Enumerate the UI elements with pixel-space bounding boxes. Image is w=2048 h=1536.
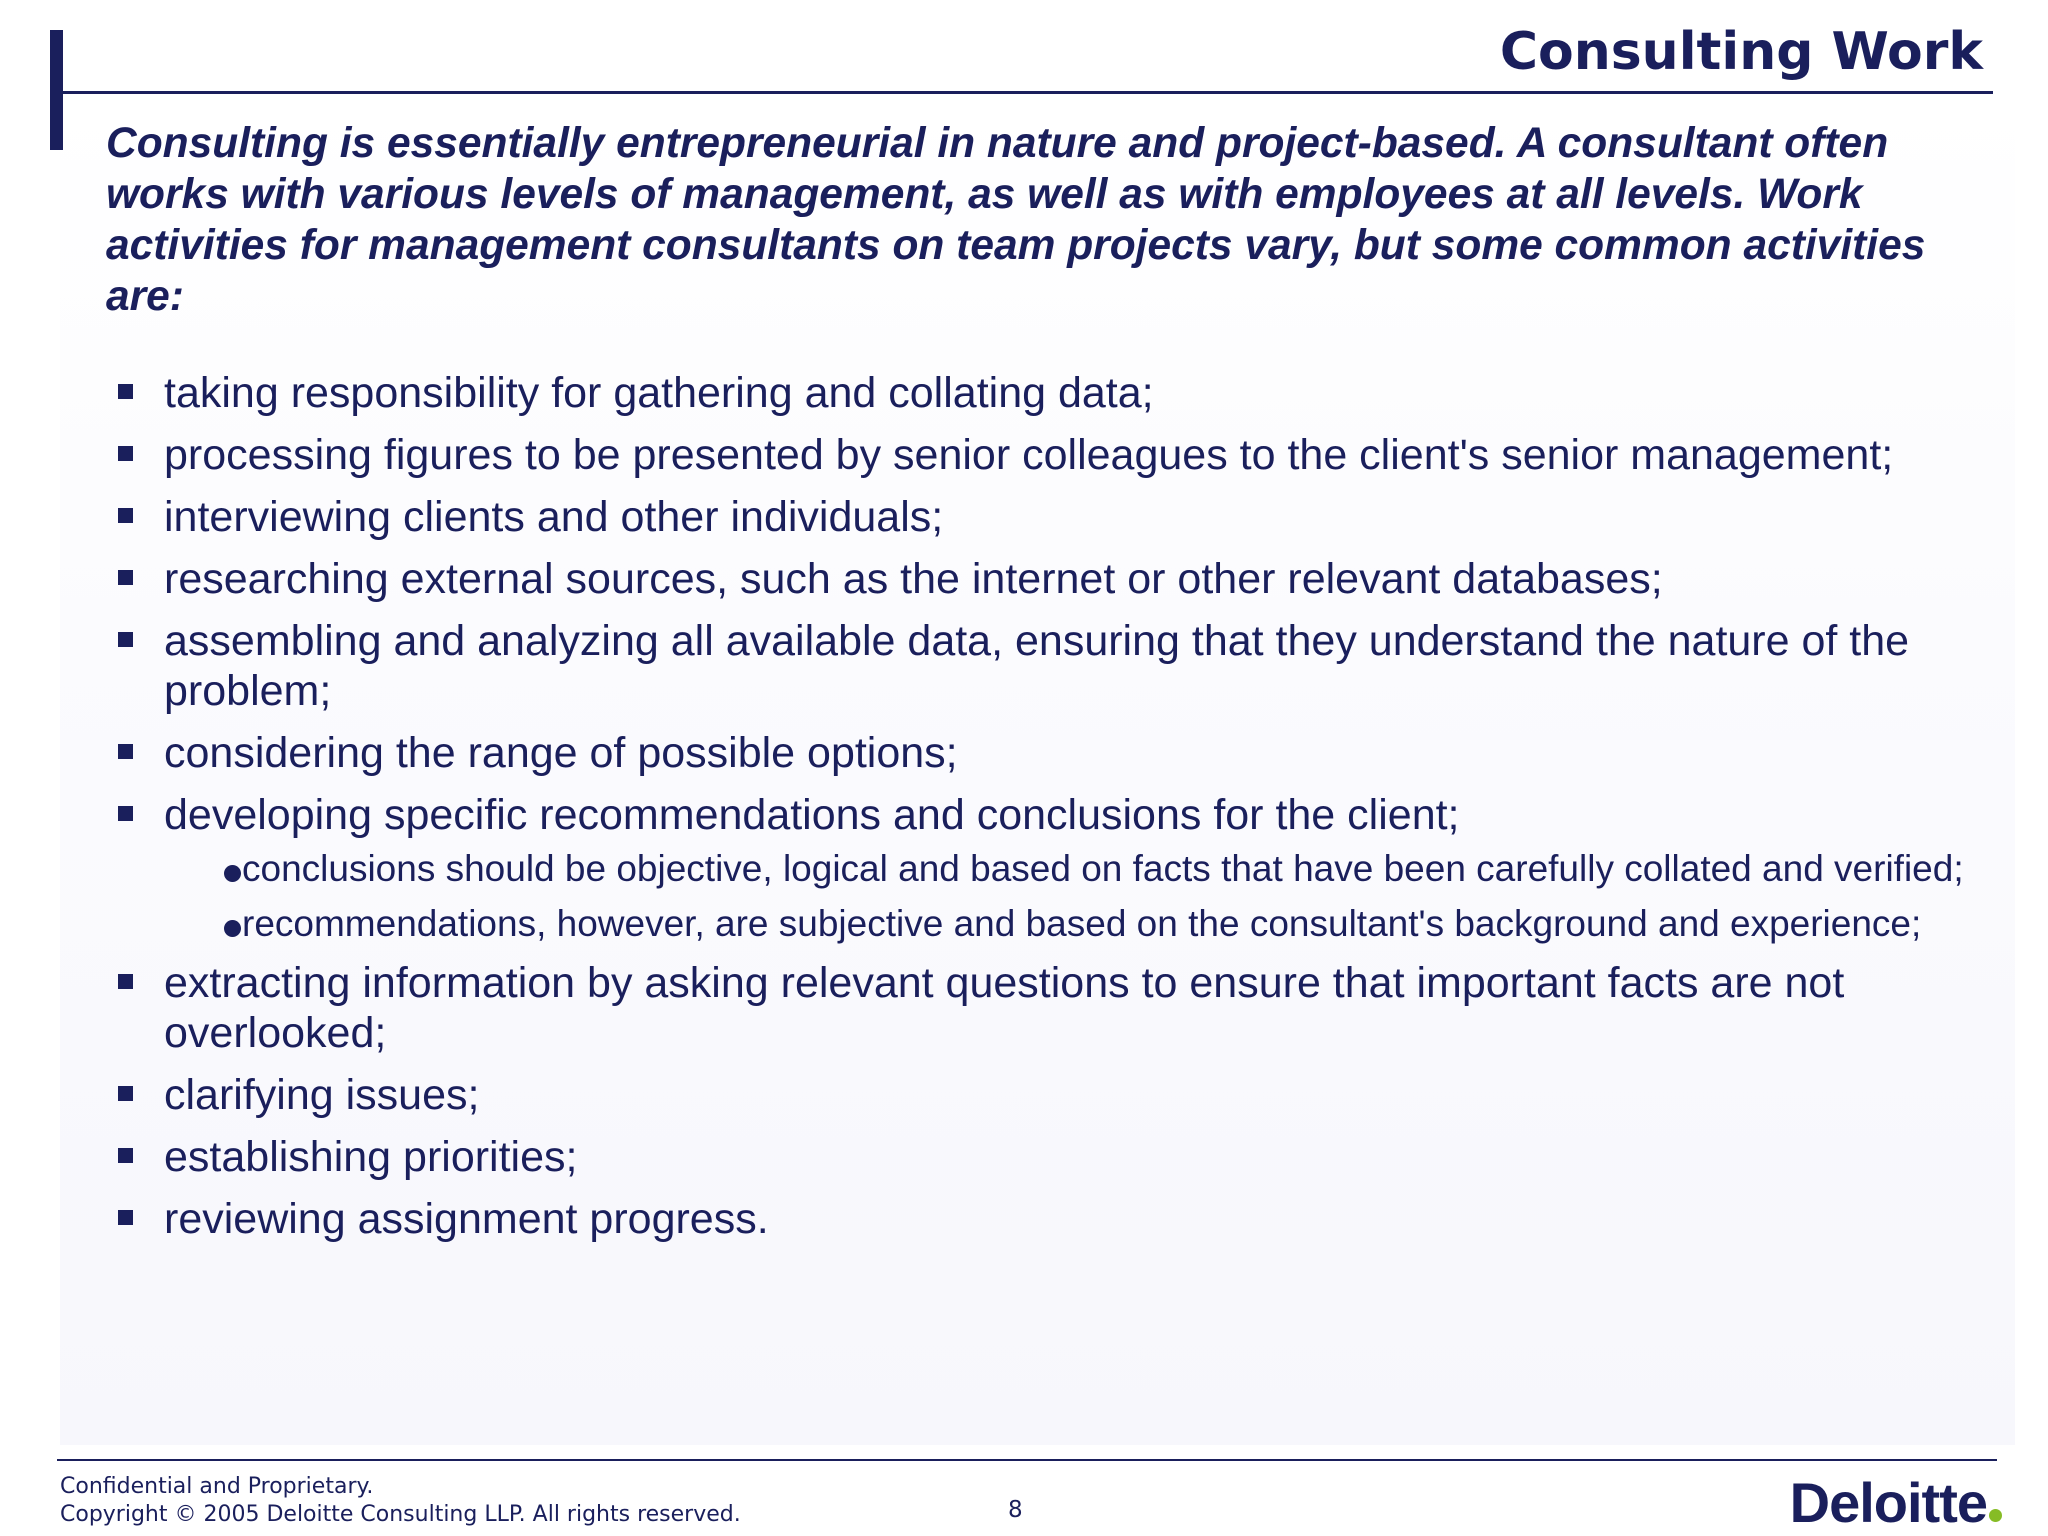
- square-bullet-icon: [118, 632, 133, 647]
- intro-paragraph: Consulting is essentially entrepreneurial in nature and project-based. A consultant often works with various levels of management, as well as with employees at all levels. Work activities for management consultants on team projects vary, but some common activities are:: [106, 120, 1926, 320]
- square-bullet-icon: [118, 508, 133, 523]
- square-bullet-icon: [118, 806, 133, 821]
- activity-text: interviewing clients and other individuals;: [164, 493, 944, 541]
- footer-divider: [57, 1459, 1997, 1461]
- square-bullet-icon: [118, 744, 133, 759]
- activity-item: [114, 958, 2014, 1058]
- round-bullet-icon: [224, 865, 241, 882]
- round-bullet-icon: [224, 920, 241, 937]
- activity-item: [114, 790, 2014, 946]
- activity-sub-text: conclusions should be objective, logical and based on facts that have been carefully collated and verified;: [242, 848, 1964, 889]
- deloitte-logo: [1790, 1470, 2002, 1535]
- square-bullet-icon: [118, 1086, 133, 1101]
- activity-sub-list: [164, 846, 2014, 946]
- activity-sub-item: [164, 846, 2014, 891]
- activity-text: clarifying issues;: [164, 1071, 480, 1119]
- title-divider: [63, 91, 1993, 94]
- footer-confidential: Confidential and Proprietary.: [60, 1474, 374, 1499]
- square-bullet-icon: [118, 1210, 133, 1225]
- activity-item: [114, 554, 2014, 604]
- activity-item: [114, 1132, 2014, 1182]
- slide-title: Consulting Work: [1499, 22, 1983, 82]
- page-number: 8: [1008, 1497, 1023, 1523]
- activity-item: [114, 1070, 2014, 1120]
- activity-item: [114, 430, 2014, 480]
- square-bullet-icon: [118, 384, 133, 399]
- activity-text: taking responsibility for gathering and collating data;: [164, 369, 1154, 417]
- activity-text: developing specific recommendations and conclusions for the client;: [164, 791, 1460, 839]
- activity-text: considering the range of possible options;: [164, 729, 958, 777]
- activity-item: [114, 616, 2014, 716]
- activity-text: reviewing assignment progress.: [164, 1195, 769, 1243]
- activity-text: extracting information by asking relevant questions to ensure that important facts are not overlooked;: [164, 959, 1845, 1057]
- activity-text: processing figures to be presented by senior colleagues to the client's senior management;: [164, 431, 1894, 479]
- activity-text: establishing priorities;: [164, 1133, 578, 1181]
- square-bullet-icon: [118, 446, 133, 461]
- activity-text: researching external sources, such as the internet or other relevant databases;: [164, 555, 1663, 603]
- activity-item: [114, 1194, 2014, 1244]
- activities-list: [114, 368, 2014, 1256]
- activity-item: [114, 728, 2014, 778]
- activity-sub-item: [164, 901, 2014, 946]
- logo-dot-icon: [1989, 1509, 2002, 1522]
- square-bullet-icon: [118, 974, 133, 989]
- square-bullet-icon: [118, 570, 133, 585]
- logo-text: Deloitte: [1789, 1471, 1987, 1534]
- title-accent-bar: [50, 30, 63, 150]
- footer-copyright: Copyright © 2005 Deloitte Consulting LLP. All rights reserved.: [60, 1502, 741, 1527]
- activity-item: [114, 492, 2014, 542]
- activity-text: assembling and analyzing all available data, ensuring that they understand the nature of the problem;: [164, 617, 1910, 715]
- square-bullet-icon: [118, 1148, 133, 1163]
- activity-item: [114, 368, 2014, 418]
- activity-sub-text: recommendations, however, are subjective and based on the consultant's background and experience;: [242, 903, 1922, 944]
